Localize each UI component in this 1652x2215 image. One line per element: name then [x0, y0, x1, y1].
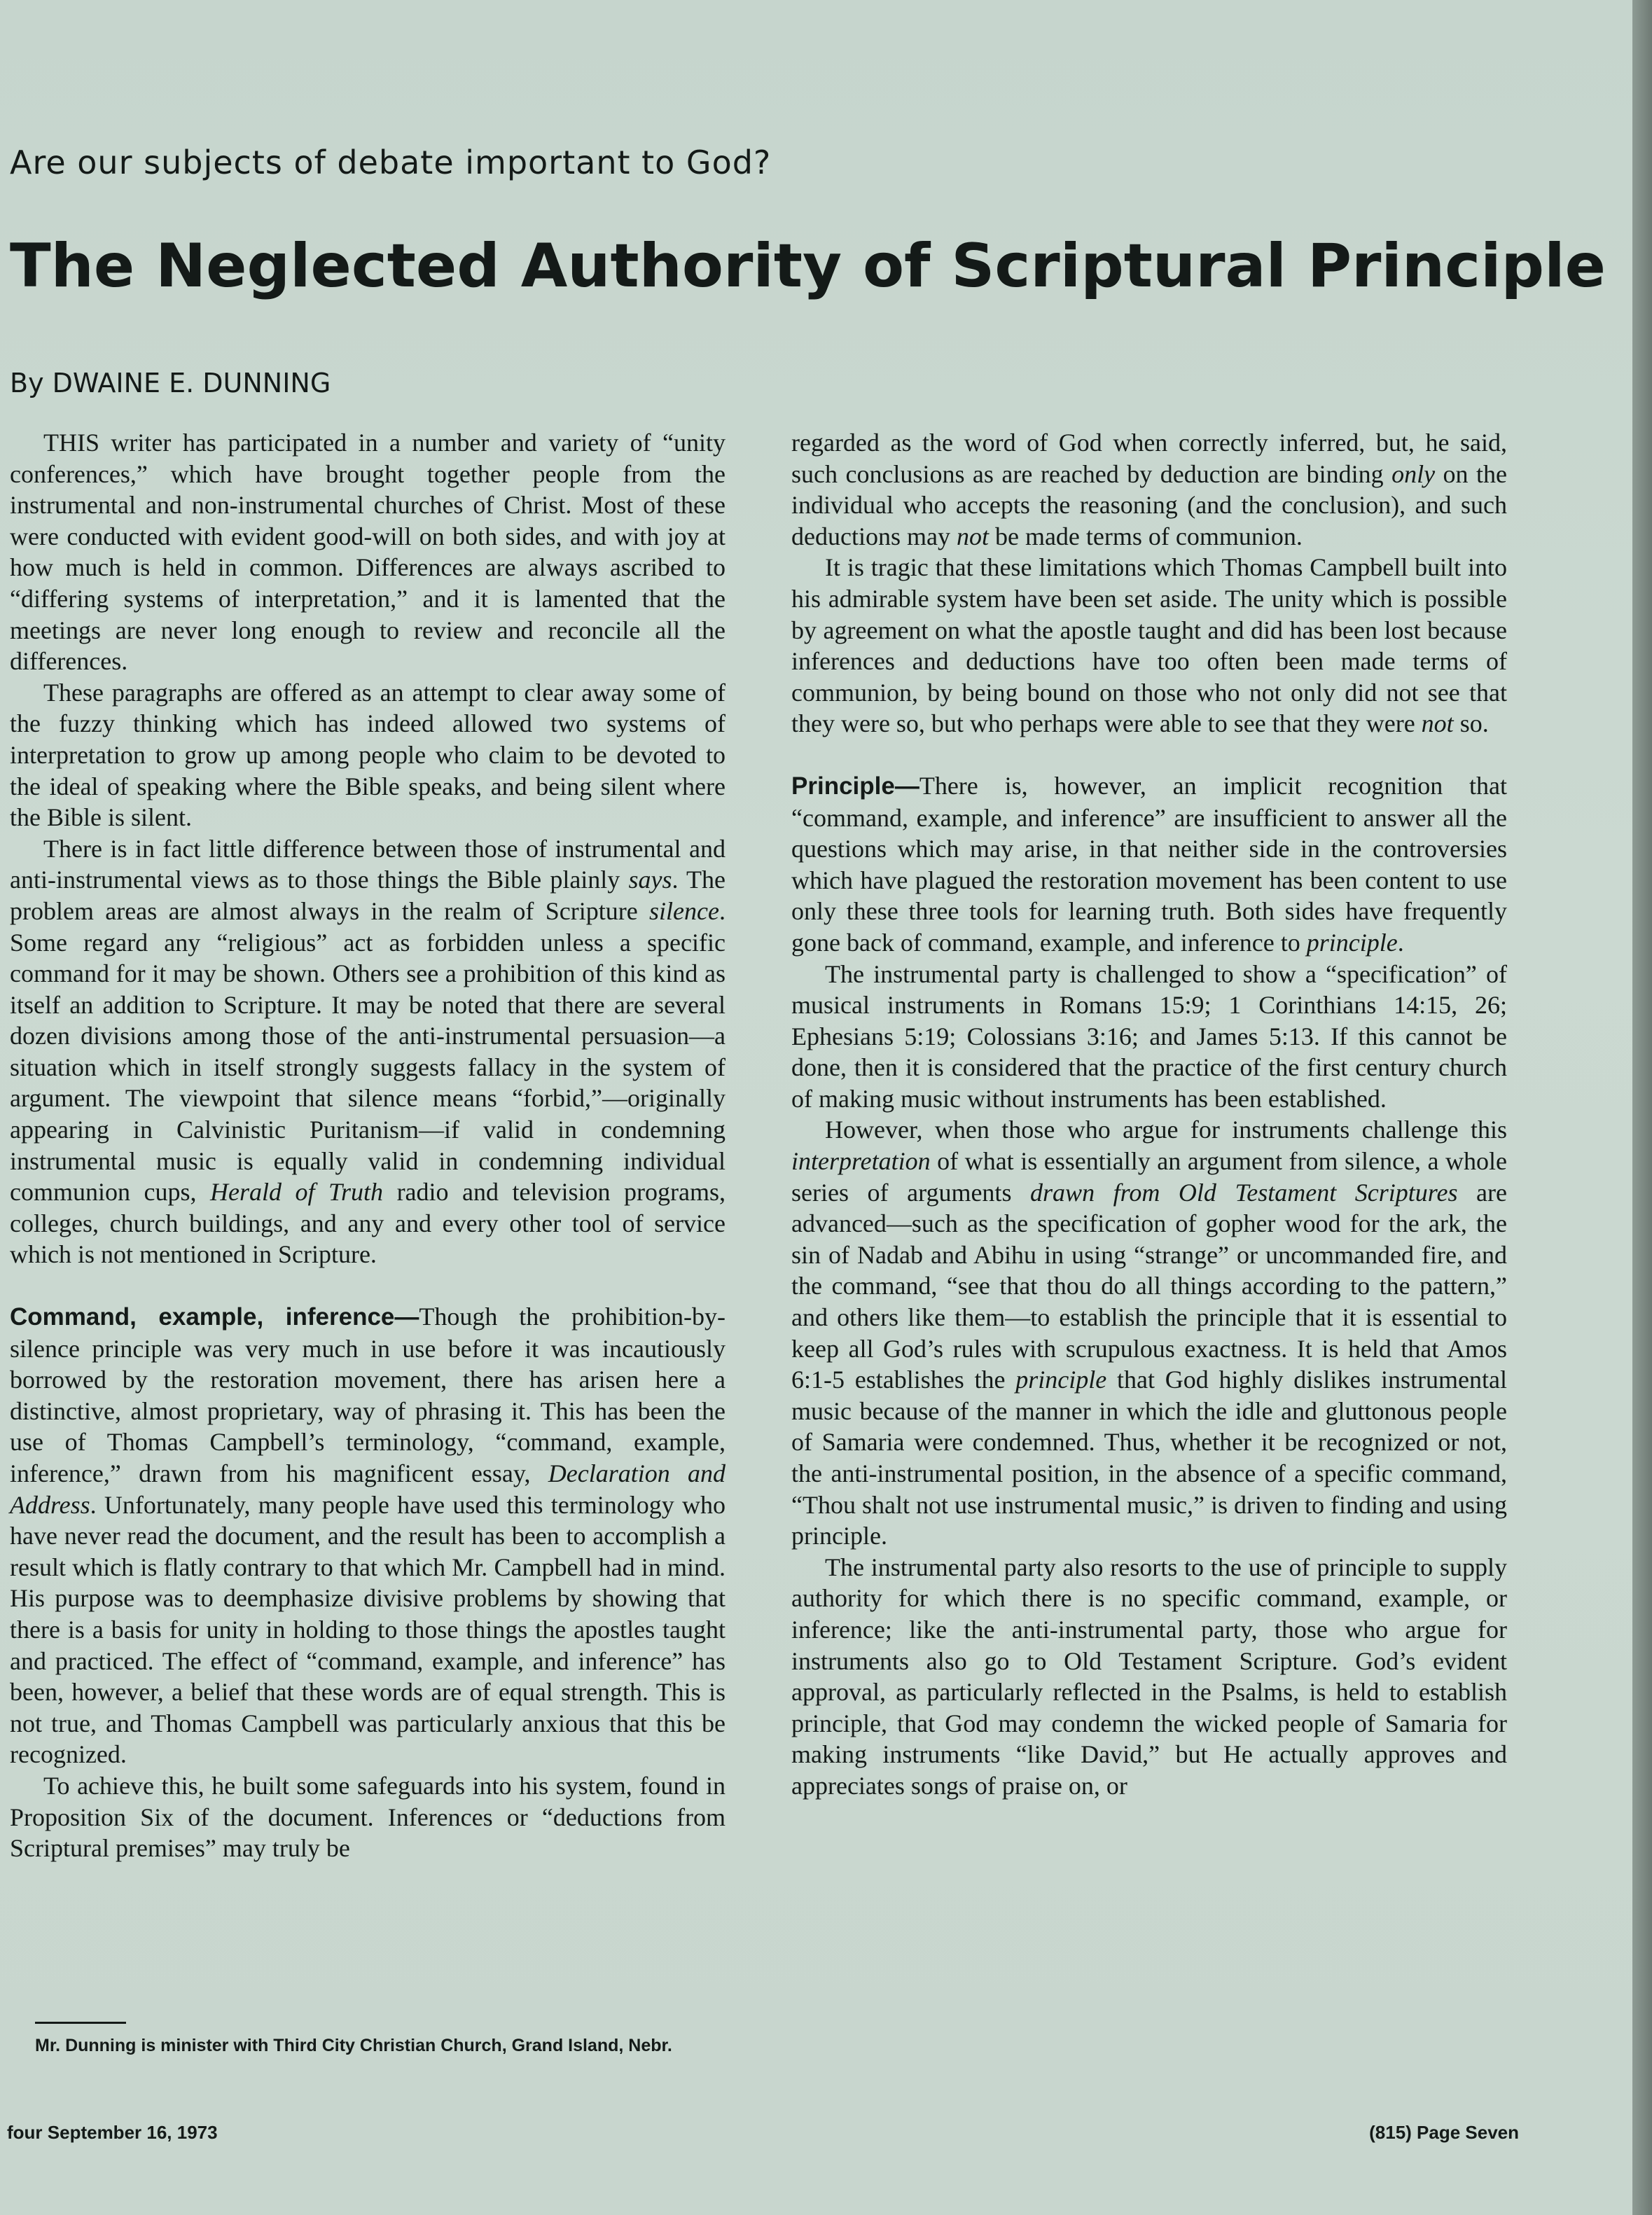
folio-date: four September 16, 1973 — [7, 2122, 218, 2143]
footnote-text: Mr. Dunning is minister with Third City Christian Church, Grand Island, Nebr. — [35, 2036, 672, 2055]
left-column-paragraph: To achieve this, he built some safeguards into his system, found in Proposition Six of the document. Inferences or “deductions from Scriptural premises” may truly be — [10, 1771, 726, 1863]
section-lead-in: Command, example, inference— — [10, 1303, 419, 1331]
right-column — [791, 427, 1507, 1802]
section-lead-in: Principle— — [791, 772, 919, 800]
right-column-paragraph: The instrumental party is challenged to show a “specification” of musical instruments in Romans 15:9; 1 Corinthians 14:15, 26; Ephesians 5:19; Colossians 3:16; and James 5:13. If this cannot be done, then it is considered that the practice of the first century church of making music without instruments has been established. — [791, 959, 1507, 1113]
left-column-paragraph: THIS writer has participated in a number and variety of “unity conferences,” which have brought together people from the instrumental and non-instrumental churches of Christ. Most of these were conducted with evident good-will on both sides, and with joy at how much is held in common. Differences are always ascribed to “differing systems of interpretation,” and it is lamented that the meetings are never long enough to review and reconcile all the differences. — [10, 429, 726, 676]
right-column-paragraph: The instrumental party also resorts to the use of principle to supply authority for which there is no specific command, example, or inference; like the anti-instrumental party, those who argue for instruments also go to Old Testament Scripture. God’s evident approval, as particularly reflected in the Psalms, is held to establish principle, that God may condemn the wicked people of Samaria for making instruments “like David,” but He actually approves and appreciates songs of praise on, or — [791, 1553, 1507, 1800]
right-column-paragraph: However, when those who argue for instruments challenge this interpretation of what is essentially an argument from silence, a whole series of arguments drawn from Old Testament Scriptures are advanced—such as the specification of gopher wood for the ark, the sin of Nadab and Abihu in using “strange” or uncommanded fire, and the command, “see that thou do all things according to the pattern,” and others like them—to establish the principle that it is essential to keep all God’s rules with scrupulous exactness. It is held that Amos 6:1-5 establishes the principle that God highly dislikes instrumental music because of the manner in which the idle and gluttonous people of Samaria were condemned. Thus, whether it be recognized or not, the anti-instrumental position, in the absence of a specific command, “Thou shalt not use instrumental music,” is driven to finding and using principle. — [791, 1116, 1507, 1550]
footnote-rule — [35, 2022, 126, 2024]
left-column — [10, 427, 726, 1864]
right-column-paragraph: regarded as the word of God when correctly inferred, but, he said, such conclusions as are reached by deduction are binding only on the individual who accepts the reasoning (and the conclusion), and such deductions may not be made terms of communion. — [791, 429, 1507, 550]
left-column-paragraph: There is in fact little difference between those of instrumental and anti-instrumental views as to those things the Bible plainly says. The problem areas are almost always in the realm of Scripture silence. Some regard any “religious” act as forbidden unless a specific command for it may be shown. Others see a prohibition of this kind as itself an addition to Scripture. It may be noted that there are several dozen divisions among those of the anti-instrumental persuasion—a situation which in itself strongly suggests fallacy in the system of argument. The viewpoint that silence means “forbid,”—originally appearing in Calvinistic Puritanism—if valid in condemning instrumental music is equally valid in condemning individual communion cups, Herald of Truth radio and television programs, colleges, church buildings, and any and every other tool of service which is not mentioned in Scripture. — [10, 834, 726, 1269]
left-column-paragraph: Command, example, inference—Though the prohibition-by-silence principle was very much in use before it was incautiously borrowed by the restoration movement, there has arisen here a distinctive, almost proprietary, way of phrasing it. This has been the use of Thomas Campbell’s terminology, “command, example, inference,” drawn from his magnificent essay, Declaration and Address. Unfortunately, many people have used this terminology who have never read the document, and the result has been to accomplish a result which is flatly contrary to that which Mr. Campbell had in mind. His purpose was to deemphasize divisive problems by showing that there is a basis for unity in holding to those things the apostles taught and practiced. The effect of “command, example, and inference” has been, however, a belief that these words are of equal strength. This is not true, and Thomas Campbell was particularly anxious that this be recognized. — [10, 1303, 726, 1769]
folio-page-number: (815) Page Seven — [1369, 2122, 1519, 2143]
article-kicker: Are our subjects of debate important to God? — [10, 144, 772, 181]
left-column-paragraph: These paragraphs are offered as an attempt to clear away some of the fuzzy thinking which has indeed allowed two systems of interpretation to grow up among people who claim to be devoted to the ideal of speaking where the Bible speaks, and being silent where the Bible is silent. — [10, 678, 726, 832]
article-title: The Neglected Authority of Scriptural Principle — [10, 231, 1606, 301]
article-byline: By DWAINE E. DUNNING — [10, 368, 331, 398]
right-column-paragraph: It is tragic that these limitations which Thomas Campbell built into his admirable system have been set aside. The unity which is possible by agreement on what the apostle taught and did has been lost because inferences and deductions have too often been made terms of communion, by being bound on those who not only did not see that they were so, but who perhaps were able to see that they were not so. — [791, 553, 1507, 738]
author-footnote — [10, 2034, 726, 2057]
page-edge-shadow — [1632, 0, 1652, 2215]
right-column-paragraph: Principle—There is, however, an implicit recognition that “command, example, and inference” are insufficient to answer all the questions which may arise, in that neither side in the controversies which have plagued the restoration movement has been content to use only these three tools for learning truth. Both sides have frequently gone back of command, example, and inference to principle. — [791, 771, 1507, 957]
